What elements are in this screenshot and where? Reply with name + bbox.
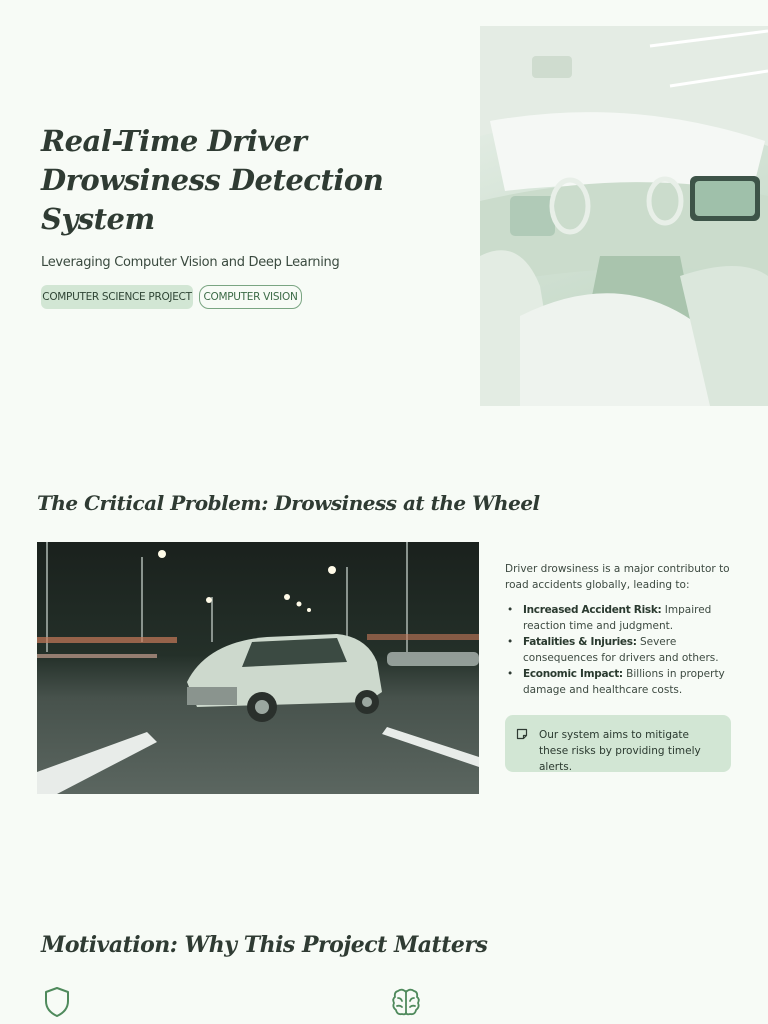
list-item bbox=[505, 634, 740, 666]
brain-icon bbox=[390, 986, 422, 1022]
car-interior-image bbox=[480, 26, 768, 406]
list-item-text: Impaired reaction time and judgment. bbox=[523, 604, 712, 632]
tag-computer-vision: COMPUTER VISION bbox=[199, 285, 302, 309]
list-item-label: Fatalities & Injuries: bbox=[523, 636, 637, 648]
car-accident-image bbox=[37, 542, 479, 794]
list-item-label: Economic Impact: bbox=[523, 668, 623, 680]
list-item-text: Severe consequences for drivers and others. bbox=[523, 636, 719, 664]
list-item-text: Billions in property damage and healthcare costs. bbox=[523, 668, 725, 696]
list-item bbox=[505, 602, 740, 634]
shield-icon bbox=[43, 986, 71, 1022]
hero-title-line2: Drowsiness Detection System bbox=[41, 163, 384, 236]
problem-list bbox=[505, 602, 740, 698]
list-item bbox=[505, 666, 740, 698]
callout-text: Our system aims to mitigate these risks by providing timely alerts. bbox=[539, 729, 701, 773]
hero-title-line1: Real-Time Driver bbox=[41, 124, 307, 158]
problem-section-title: The Critical Problem: Drowsiness at the Wheel bbox=[37, 491, 540, 515]
problem-intro-text: Driver drowsiness is a major contributor to road accidents globally, leading to: bbox=[505, 563, 730, 591]
list-item-label: Increased Accident Risk: bbox=[523, 604, 662, 616]
note-icon bbox=[516, 728, 528, 745]
mitigation-callout bbox=[505, 715, 731, 772]
tag-computer-science-project: COMPUTER SCIENCE PROJECT bbox=[41, 285, 193, 309]
hero-subtitle: Leveraging Computer Vision and Deep Learning bbox=[41, 255, 340, 270]
motivation-section-title: Motivation: Why This Project Matters bbox=[41, 932, 488, 958]
hero-title bbox=[41, 122, 461, 239]
